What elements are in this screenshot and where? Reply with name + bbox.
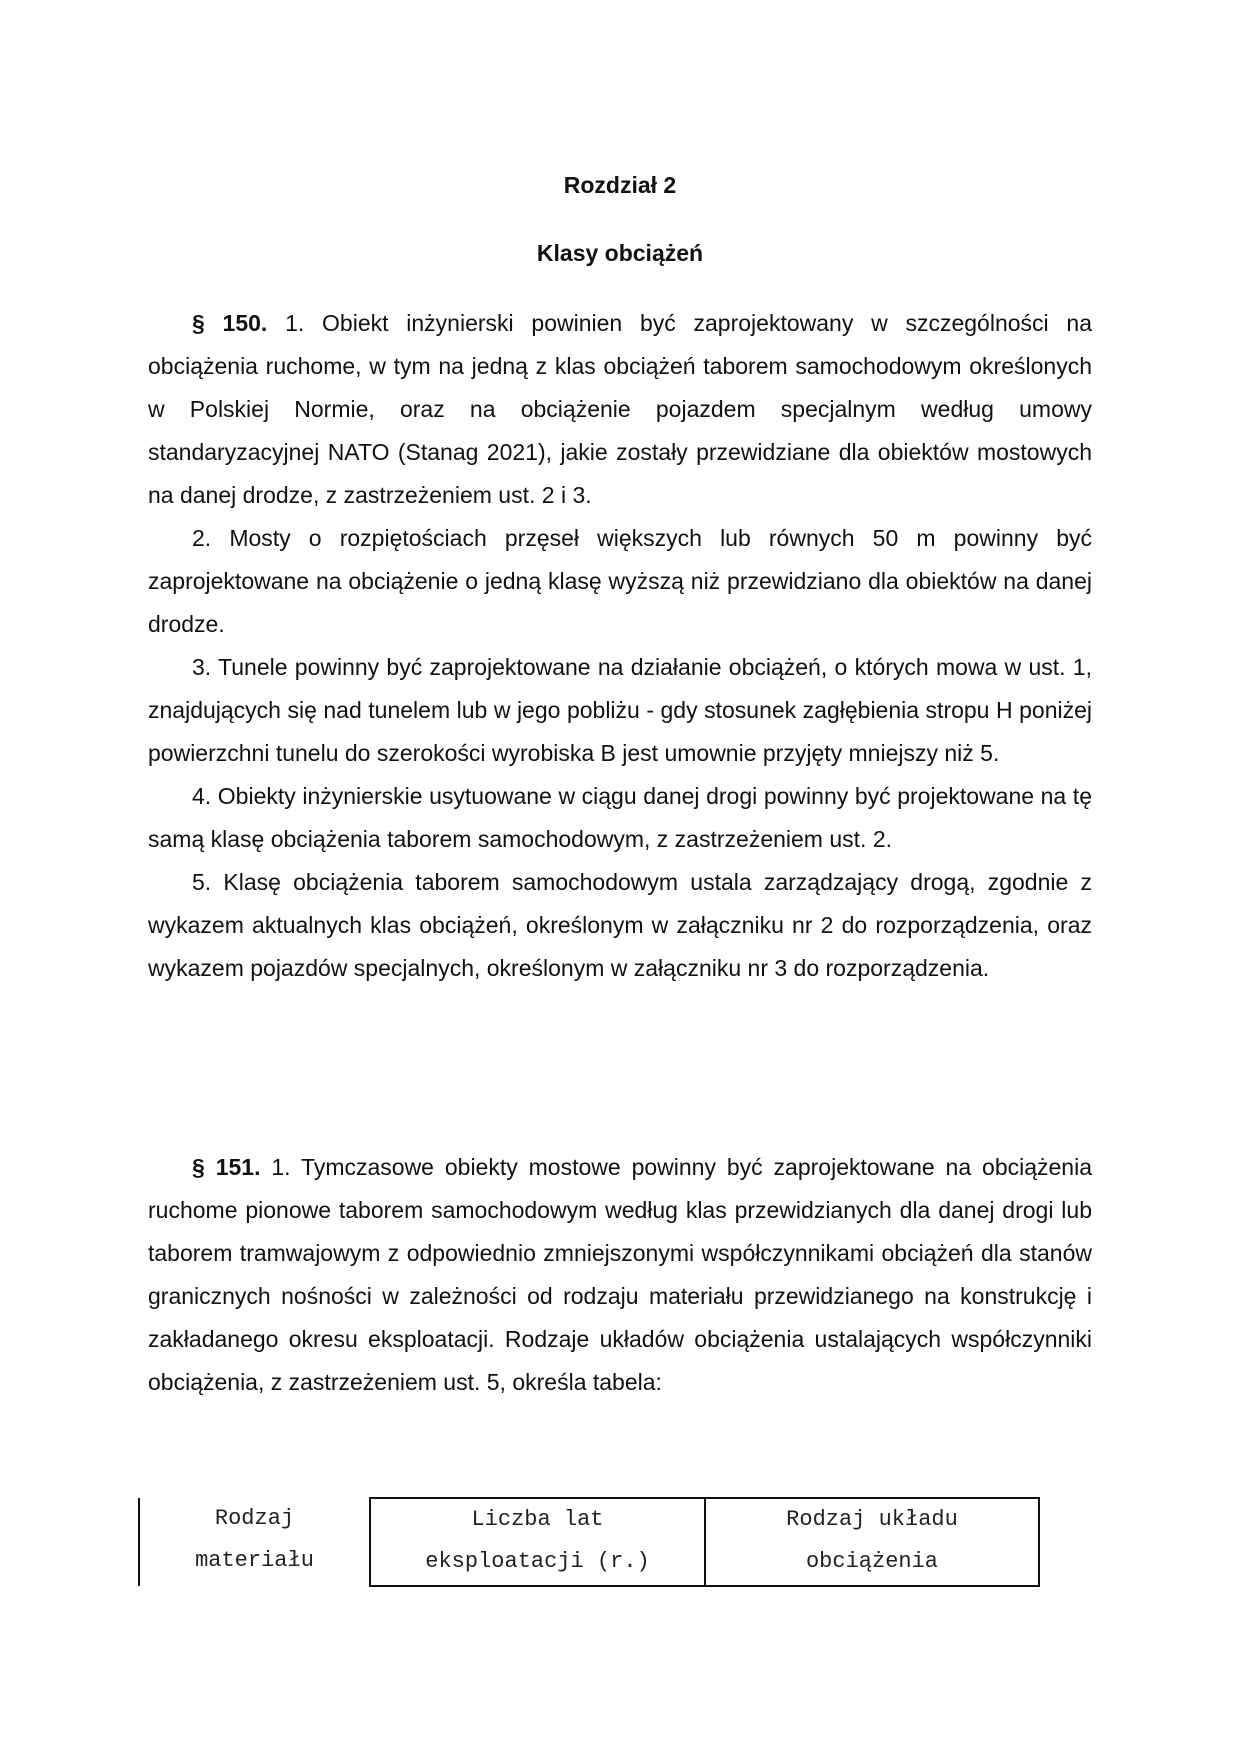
header-line: Liczba lat (471, 1507, 604, 1532)
paragraph-text: 1. Tymczasowe obiekty mostowe powinny być zaprojektowane na obciążenia ruchome pionowe taborem samochodowym według klas przewidzianych dla danej drogi lub taborem tramwajowym z odpowiednio zmniejszonymi współczynnikami obciążeń dla stanów granicznych nośności w zależności od rodzaju materiału przewidzianego na konstrukcję i zakładanego okresu eksploatacji. Rodzaje układów obciążenia ustalających współczynniki obciążenia, z zastrzeżeniem ust. 5, określa tabela: (148, 1154, 1092, 1395)
table-header-row (139, 1498, 1039, 1586)
header-line: materiału (195, 1548, 314, 1573)
section-150-paragraph-2: 2. Mosty o rozpiętościach przęseł większych lub równych 50 m powinny być zaprojektowane na obciążenie o jedną klasę wyższą niż przewidziano dla obiektów na danej drodze. (148, 525, 1092, 637)
section-151-paragraph-1 (148, 1146, 1092, 1404)
section-number: § 151. (192, 1154, 261, 1180)
section-150 (148, 302, 1092, 990)
section-number: § 150. (192, 310, 268, 336)
section-150-paragraph-1 (148, 302, 1092, 517)
load-table (138, 1497, 1040, 1587)
header-line: obciążenia (805, 1549, 939, 1574)
table-header-material (139, 1498, 370, 1586)
section-150-paragraph-5: 5. Klasę obciążenia taborem samochodowym ustala zarządzający drogą, zgodnie z wykazem aktualnych klas obciążeń, określonym w załączniku nr 2 do rozporządzenia, oraz wykazem pojazdów specjalnych, określonym w załączniku nr 3 do rozporządzenia. (148, 869, 1092, 981)
header-line: Rodzaj układu (786, 1507, 958, 1532)
table-header-years (370, 1498, 705, 1586)
section-150-paragraph-3: 3. Tunele powinny być zaprojektowane na działanie obciążeń, o których mowa w ust. 1, znajdujących się nad tunelem lub w jego pobliżu - gdy stosunek zagłębienia stropu H poniżej powierzchni tunelu do szerokości wyrobiska B jest umownie przyjęty mniejszy niż 5. (148, 654, 1092, 766)
paragraph-text: 1. Obiekt inżynierski powinien być zaprojektowany w szczególności na obciążenia ruchome, w tym na jedną z klas obciążeń taborem samochodowym określonych w Polskiej Normie, oraz na obciążenie pojazdem specjalnym według umowy standaryzacyjnej NATO (Stanag 2021), jakie zostały przewidziane dla obiektów mostowych na danej drodze, z zastrzeżeniem ust. 2 i 3. (148, 310, 1092, 508)
section-150-paragraph-4: 4. Obiekty inżynierskie usytuowane w ciągu danej drogi powinny być projektowane na tę samą klasę obciążenia taborem samochodowym, z zastrzeżeniem ust. 2. (148, 783, 1092, 852)
chapter-title: Klasy obciążeń (536, 240, 704, 266)
table-header-load-layout (705, 1498, 1039, 1586)
header-line: eksploatacji (r.) (425, 1549, 650, 1574)
chapter-heading: Rozdział 2 (563, 172, 677, 198)
section-151 (148, 1146, 1092, 1404)
header-line: Rodzaj (214, 1506, 295, 1531)
